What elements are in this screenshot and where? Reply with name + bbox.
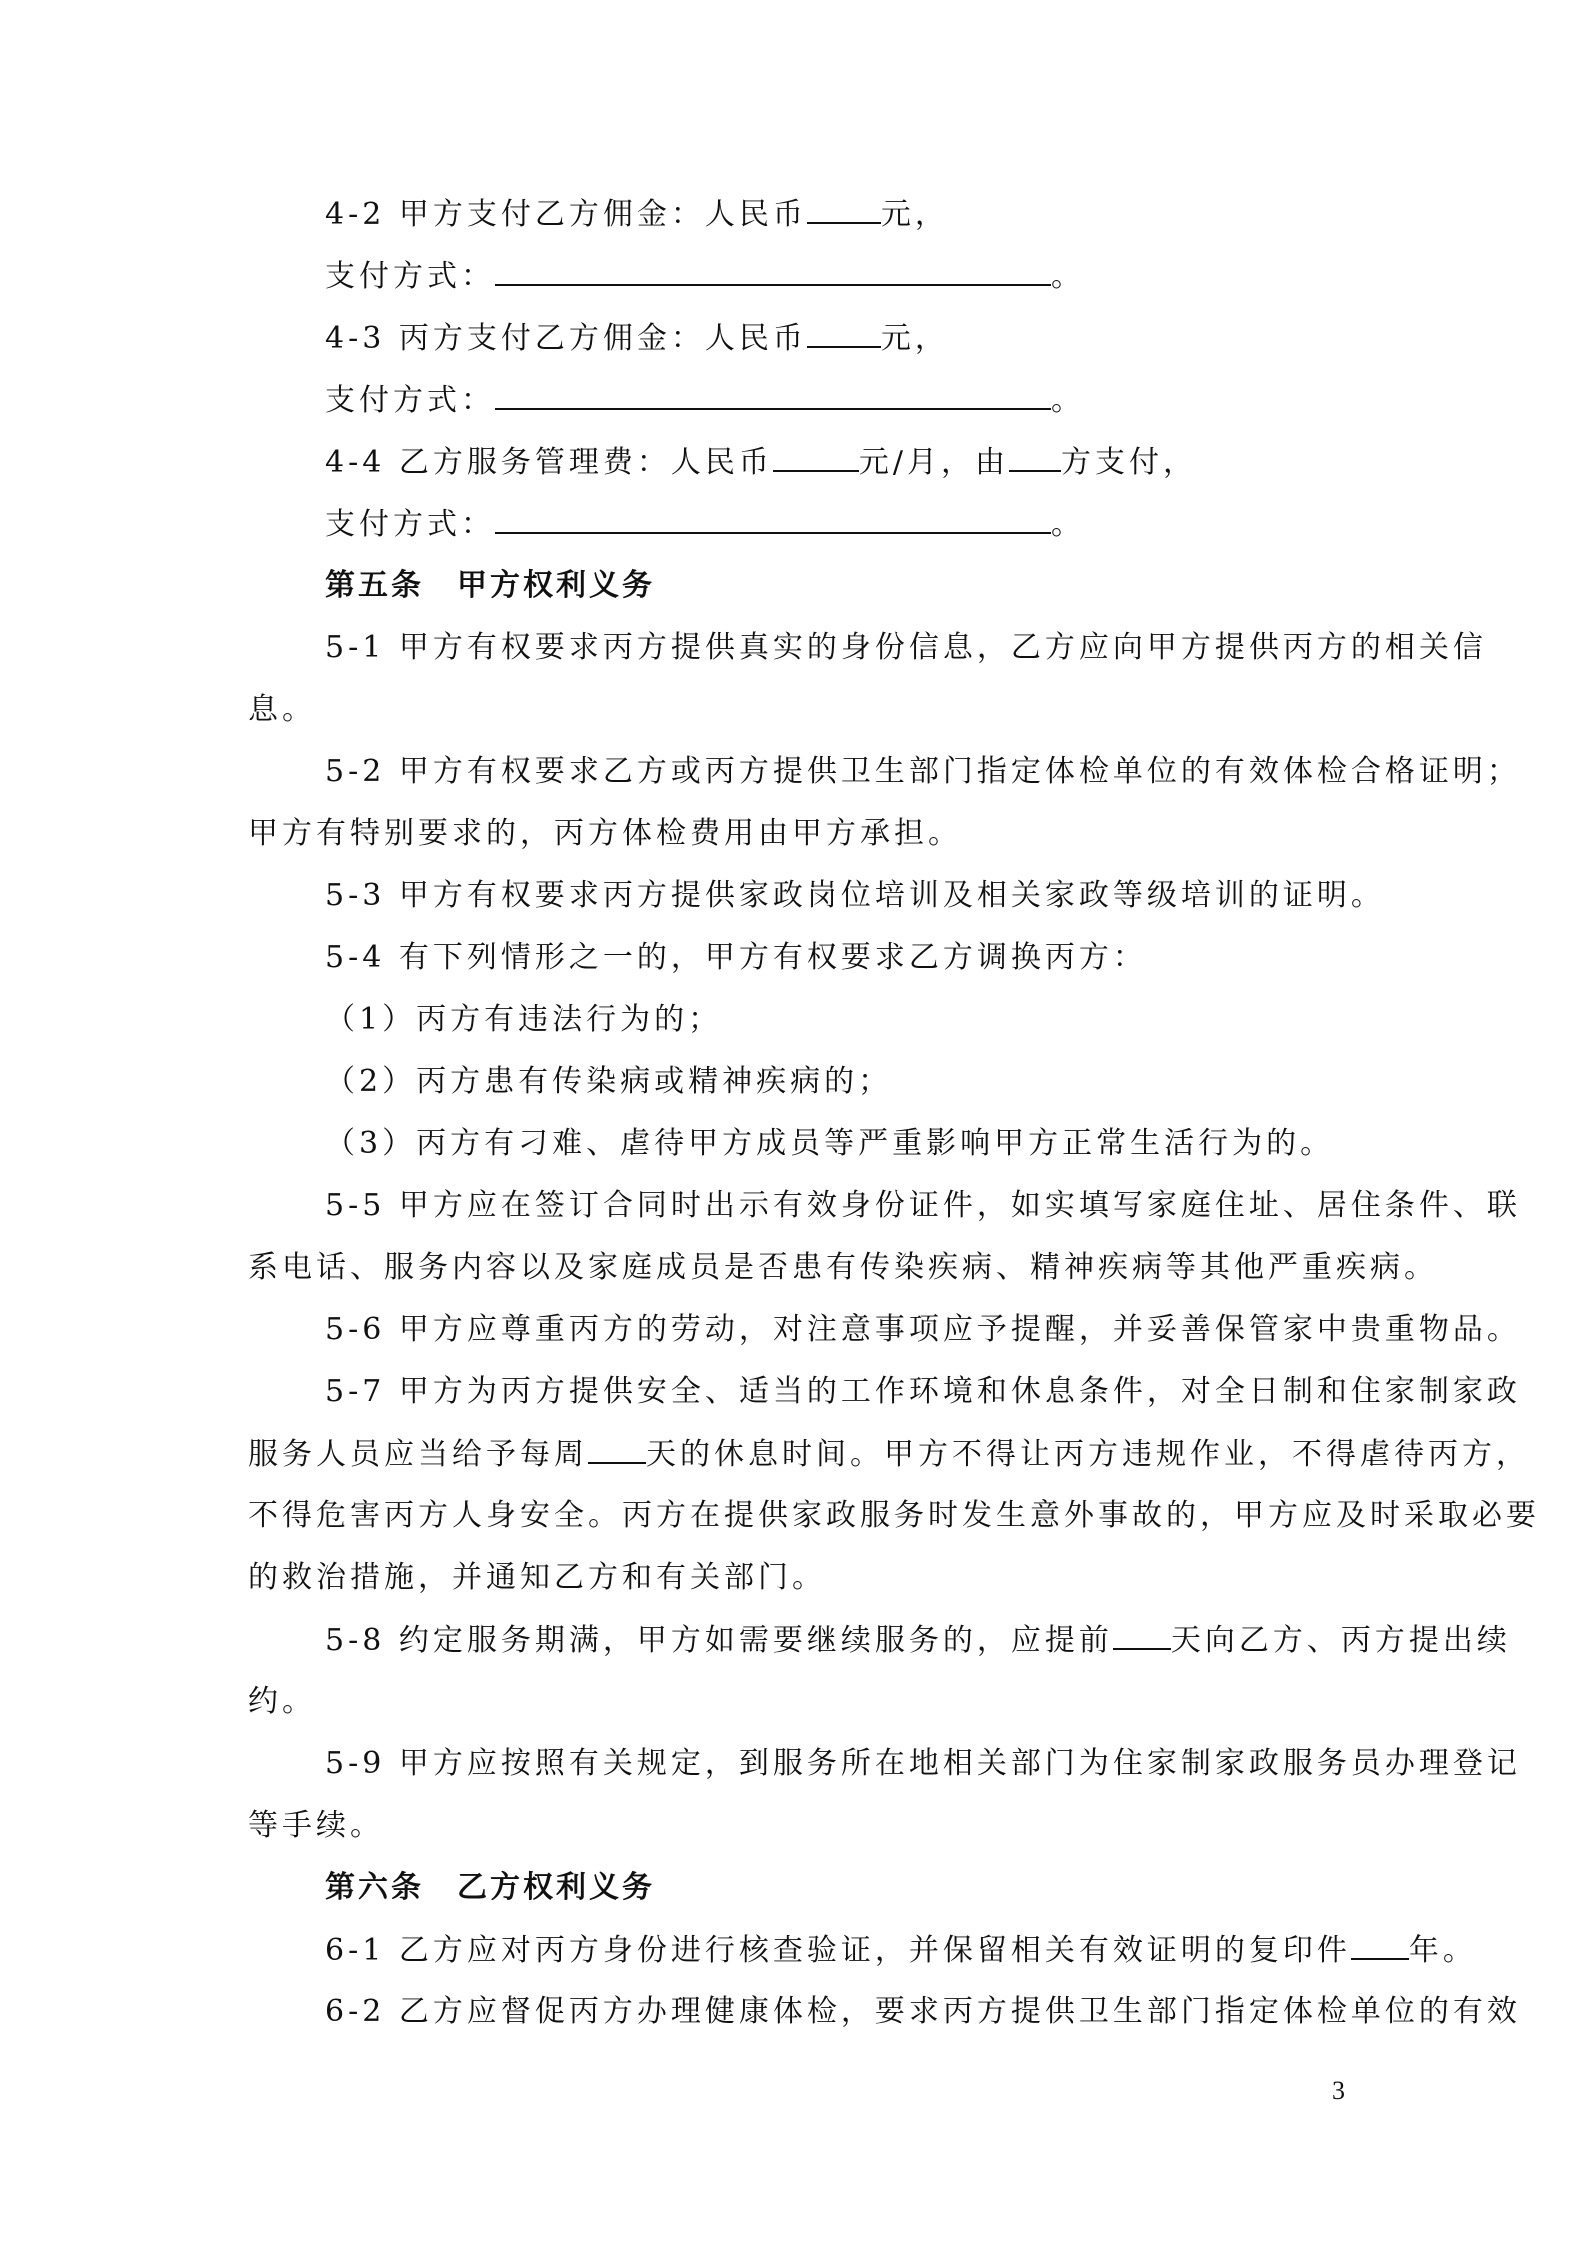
clause-text: 。 bbox=[1051, 259, 1085, 294]
blank-amount bbox=[773, 440, 859, 472]
clause-text: 4-2 甲方支付乙方佣金：人民币 bbox=[325, 197, 807, 232]
clause-5-1: 5-1 甲方有权要求丙方提供真实的身份信息，乙方应向甲方提供丙方的相关信 bbox=[325, 630, 1487, 665]
blank-days bbox=[588, 1432, 646, 1464]
clause-text: 。 bbox=[1051, 507, 1085, 542]
clause-5-6: 5-6 甲方应尊重丙方的劳动，对注意事项应予提醒，并妥善保管家中贵重物品。 bbox=[325, 1312, 1521, 1347]
blank-party bbox=[1009, 440, 1061, 472]
clause-5-4: 5-4 有下列情形之一的，甲方有权要求乙方调换丙方： bbox=[325, 940, 1147, 975]
clause-5-5-cont: 系电话、服务内容以及家庭成员是否患有传染疾病、精神疾病等其他严重疾病。 bbox=[248, 1250, 1438, 1285]
clause-5-8 bbox=[325, 1618, 1511, 1662]
blank-years bbox=[1351, 1928, 1409, 1960]
clause-text: 。 bbox=[1051, 383, 1085, 418]
clause-5-4-item-3: （3）丙方有刁难、虐待甲方成员等严重影响甲方正常生活行为的。 bbox=[325, 1126, 1335, 1161]
blank-amount bbox=[807, 316, 881, 348]
clause-5-9: 5-9 甲方应按照有关规定，到服务所在地相关部门为住家制家政服务员办理登记 bbox=[325, 1746, 1521, 1781]
clause-text: 5-8 约定服务期满，甲方如需要继续服务的，应提前 bbox=[325, 1623, 1113, 1658]
clause-6-1 bbox=[325, 1928, 1477, 1972]
blank-payment bbox=[495, 254, 1051, 286]
blank-amount bbox=[807, 192, 881, 224]
clause-text: 4-3 丙方支付乙方佣金：人民币 bbox=[325, 321, 807, 356]
clause-text: 方支付， bbox=[1060, 445, 1197, 480]
clause-4-4 bbox=[325, 440, 1197, 484]
blank-days bbox=[1113, 1618, 1171, 1650]
clause-4-2 bbox=[325, 192, 949, 236]
article-5-heading: 第五条 甲方权利义务 bbox=[325, 568, 655, 603]
blank-payment bbox=[495, 502, 1051, 534]
clause-5-9-cont: 等手续。 bbox=[248, 1808, 384, 1843]
clause-5-2: 5-2 甲方有权要求乙方或丙方提供卫生部门指定体检单位的有效体检合格证明； bbox=[325, 754, 1521, 789]
clause-5-7-cont-3: 的救治措施，并通知乙方和有关部门。 bbox=[248, 1560, 826, 1595]
clause-text: 元， bbox=[880, 321, 949, 356]
clause-text: 天向乙方、丙方提出续 bbox=[1170, 1623, 1511, 1658]
clause-5-8-cont: 约。 bbox=[248, 1684, 316, 1719]
clause-5-4-item-2: （2）丙方患有传染病或精神疾病的； bbox=[325, 1064, 893, 1099]
clause-5-7-cont-1 bbox=[248, 1432, 1530, 1476]
blank-payment bbox=[495, 378, 1051, 410]
page-number: 3 bbox=[1332, 2076, 1349, 2105]
clause-5-4-item-1: （1）丙方有违法行为的； bbox=[325, 1002, 723, 1037]
clause-text: 年。 bbox=[1408, 1933, 1477, 1968]
clause-text: 元， bbox=[880, 197, 949, 232]
clause-text: 支付方式： bbox=[325, 259, 495, 294]
clause-5-5: 5-5 甲方应在签订合同时出示有效身份证件，如实填写家庭住址、居住条件、联 bbox=[325, 1188, 1521, 1223]
clause-5-7-cont-2: 不得危害丙方人身安全。丙方在提供家政服务时发生意外事故的，甲方应及时采取必要 bbox=[248, 1498, 1540, 1533]
clause-4-3-payment bbox=[325, 378, 1085, 422]
clause-text: 4-4 乙方服务管理费：人民币 bbox=[325, 445, 773, 480]
clause-text: 支付方式： bbox=[325, 383, 495, 418]
clause-4-2-payment bbox=[325, 254, 1085, 298]
clause-text: 服务人员应当给予每周 bbox=[248, 1437, 588, 1472]
clause-5-7: 5-7 甲方为丙方提供安全、适当的工作环境和休息条件，对全日制和住家制家政 bbox=[325, 1374, 1521, 1409]
clause-text: 元/月，由 bbox=[858, 445, 1009, 480]
clause-text: 6-1 乙方应对丙方身份进行核查验证，并保留相关有效证明的复印件 bbox=[325, 1933, 1351, 1968]
clause-5-3: 5-3 甲方有权要求丙方提供家政岗位培训及相关家政等级培训的证明。 bbox=[325, 878, 1385, 913]
clause-5-2-cont: 甲方有特别要求的，丙方体检费用由甲方承担。 bbox=[248, 816, 962, 851]
clause-text: 天的休息时间。甲方不得让丙方违规作业，不得虐待丙方， bbox=[646, 1437, 1530, 1472]
clause-text: 支付方式： bbox=[325, 507, 495, 542]
clause-4-4-payment bbox=[325, 502, 1085, 546]
clause-6-2: 6-2 乙方应督促丙方办理健康体检，要求丙方提供卫生部门指定体检单位的有效 bbox=[325, 1994, 1521, 2029]
article-6-heading: 第六条 乙方权利义务 bbox=[325, 1870, 655, 1905]
clause-4-3 bbox=[325, 316, 949, 360]
clause-5-1-cont: 息。 bbox=[248, 692, 316, 727]
